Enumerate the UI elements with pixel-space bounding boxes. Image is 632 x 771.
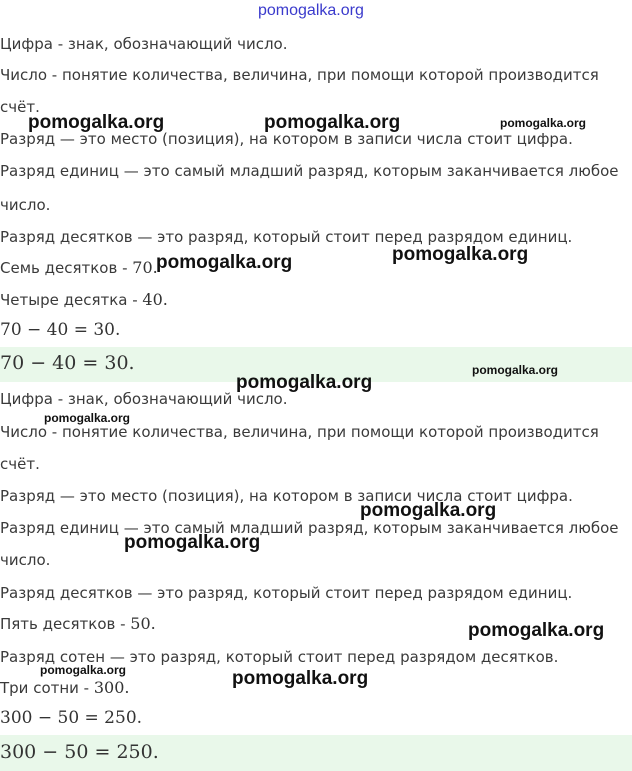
tens-label: Семь десятков -	[0, 259, 133, 277]
definition-number-cont: счёт.	[0, 98, 40, 116]
tens-value: 70.	[132, 258, 158, 277]
watermark: pomogalka.org	[40, 663, 127, 677]
definition-number: Число - понятие количества, величина, при помощи которой производится	[0, 66, 599, 84]
equation: 300 − 50 = 250.	[0, 708, 143, 728]
definition-units-cont: число.	[0, 551, 51, 569]
answer: 300 − 50 = 250.	[0, 741, 159, 763]
watermark: pomogalka.org	[468, 620, 605, 641]
definition-digit: Цифра - знак, обозначающий число.	[0, 390, 288, 408]
watermark: pomogalka.org	[264, 112, 401, 133]
subtract-value: 40.	[142, 290, 168, 309]
watermark: pomogalka.org	[124, 532, 261, 553]
watermark-top: pomogalka.org	[258, 2, 364, 19]
definition-place: Разряд — это место (позиция), на котором в записи числа стоит цифра.	[0, 130, 573, 148]
definition-units: Разряд единиц — это самый младший разряд, которым заканчивается любое	[0, 519, 619, 537]
tens-statement	[0, 258, 158, 278]
equation: 70 − 40 = 30.	[0, 320, 121, 340]
definition-place: Разряд — это место (позиция), на котором в записи числа стоит цифра.	[0, 487, 573, 505]
definition-digit: Цифра - знак, обозначающий число.	[0, 35, 288, 53]
tens-label: Пять десятков -	[0, 615, 131, 633]
watermark: pomogalka.org	[232, 668, 369, 689]
watermark: pomogalka.org	[236, 372, 373, 393]
watermark: pomogalka.org	[28, 112, 165, 133]
watermark: pomogalka.org	[360, 500, 497, 521]
answer: 70 − 40 = 30.	[0, 352, 135, 374]
definition-tens: Разряд десятков — это разряд, который стоит перед разрядом единиц.	[0, 228, 573, 246]
watermark: pomogalka.org	[156, 252, 293, 273]
definition-number: Число - понятие количества, величина, при помощи которой производится	[0, 423, 599, 441]
tens-value: 50.	[130, 614, 156, 633]
hundreds-value: 300.	[93, 678, 130, 697]
watermark: pomogalka.org	[392, 244, 529, 265]
hundreds-statement	[0, 678, 130, 698]
hundreds-label: Три сотни -	[0, 679, 94, 697]
tens-statement	[0, 614, 156, 634]
watermark: pomogalka.org	[500, 116, 587, 130]
definition-number-cont: счёт.	[0, 455, 40, 473]
subtract-label: Четыре десятка -	[0, 291, 143, 309]
definition-hundreds: Разряд сотен — это разряд, который стоит перед разрядом десятков.	[0, 648, 559, 666]
definition-units: Разряд единиц — это самый младший разряд, которым заканчивается любое	[0, 162, 619, 180]
watermark: pomogalka.org	[472, 363, 559, 377]
watermark: pomogalka.org	[44, 411, 131, 425]
subtract-statement	[0, 290, 168, 310]
definition-units-cont: число.	[0, 196, 51, 214]
definition-tens: Разряд десятков — это разряд, который стоит перед разрядом единиц.	[0, 584, 573, 602]
